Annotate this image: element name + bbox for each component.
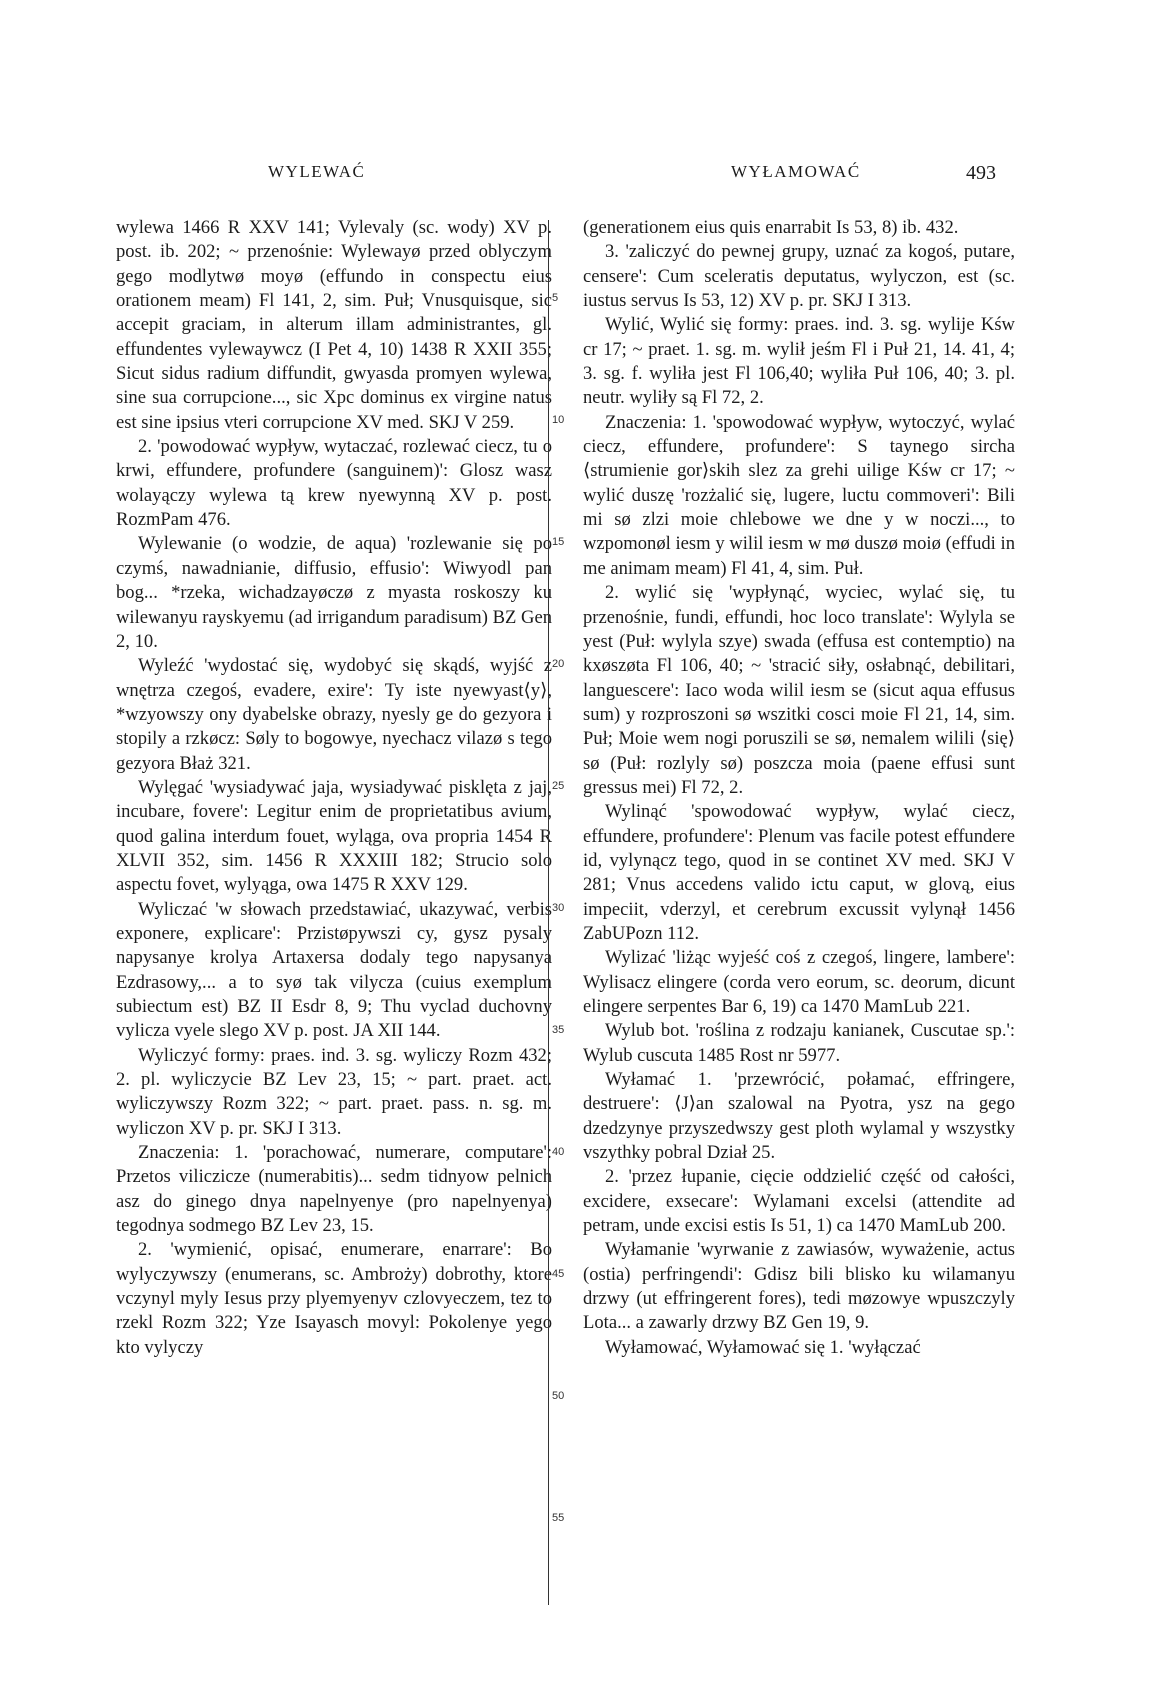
right-column xyxy=(583,216,1015,1360)
entry-paragraph: (generationem eius quis enarrabit Is 53, 8) ib. 432. xyxy=(583,217,959,238)
entry-paragraph: 2. wylić się 'wypłynąć, wyciec, wylać się, tu przenośnie, fundi, effundi, hoc loco translate': Wylyla se yest (Puł: wylyla szye) swada (effusa est contemptio) na kxøszøta Fl 106, 40; ~ 'stracić siły, osłabnąć, debilitari, languescere': Iaco woda wilil iesm se (sicut aqua effusus sum) y rozproszoni sø wszitki cosci moie Fl 21, 14, sim. Puł; Moie wem nogi poruszili se sø, nemalem wilili ⟨się⟩ sø (Puł: rozlyly sø) poszcza moia (paene effusi sunt gressus mei) Fl 72, 2. xyxy=(583,582,1015,798)
line-number: 15 xyxy=(552,536,565,548)
line-number: 5 xyxy=(552,292,559,304)
entry-paragraph: Wylub bot. 'roślina z rodzaju kanianek, Cuscutae sp.': Wylub cuscuta 1485 Rost nr 5977. xyxy=(583,1020,1015,1066)
line-number: 30 xyxy=(552,902,565,914)
line-number: 25 xyxy=(552,780,565,792)
entry-paragraph: Wylinąć 'spowodować wypływ, wylać ciecz, effundere, profundere': Plenum vas facile potest effundere id, vylynącz tego, quod in se continet XV med. SKJ V 281; Vnus accedens valido ictu caput, w glovą, eius impeciit, vderzyl, et cerebrum excussit vylynął 1456 ZabUPozn 112. xyxy=(583,801,1015,944)
entry-paragraph: Znaczenia: 1. 'porachować, numerare, computare': Przetos viliczicze (numerabitis)... sedm tidnyow pelnich asz do ginego dnya napelnyenye (pro napelnyenya) tegodnya sodmego BZ Lev 23, 15. xyxy=(116,1142,552,1237)
line-number: 50 xyxy=(552,1390,565,1402)
entry-paragraph: Wyłamanie 'wyrwanie z zawiasów, wyważenie, actus (ostia) perfringendi': Gdisz bili blisko ku wilamanyu drzwy (ut effringerent fores), tedi møzowye wpuszczyly Lota... a zawarly drzwy BZ Gen 19, 9. xyxy=(583,1239,1015,1334)
entry-paragraph: wylewa 1466 R XXV 141; Vylevaly (sc. wody) XV p. post. ib. 202; ~ przenośnie: Wylewayø przed oblyczym gego modlytwø moyø (effundo in conspectu eius orationem meam) Fl 141, 2, sim. Puł; Vnusquisque, sic accepit graciam, in alterum illam administrantes, gl. effundentes vylewaywcz (I Pet 4, 10) 1438 R XXII 355; Sicut sidus radium diffundit, gwyasda promyen wylewa, sine sua corrupcione..., sic Xpc dominus ex virgine natus est sine ipsius vteri corrupcione XV med. SKJ V 259. xyxy=(116,217,552,433)
entry-paragraph: Wylizać 'liżąc wyjeść coś z czegoś, lingere, lambere': Wylisacz elingere (corda vero eorum, sc. deorum, dicunt elingere serpentes Bar 6, 19) ca 1470 MamLub 221. xyxy=(583,947,1015,1017)
entry-paragraph: Wylić, Wylić się formy: praes. ind. 3. sg. wylije Kśw cr 17; ~ praet. 1. sg. m. wylił jeśm Fl i Puł 21, 14. 41, 4; 3. sg. f. wyliła jest Fl 106,40; wyliła Puł 106, 40; 3. pl. neutr. wyliły są Fl 72, 2. xyxy=(583,314,1015,409)
entry-paragraph: 3. 'zaliczyć do pewnej grupy, uznać za kogoś, putare, censere': Cum sceleratis deputatus, wylyczon, est (sc. iustus servus Is 53, 12) XV p. pr. SKJ I 313. xyxy=(583,241,1015,312)
line-number: 45 xyxy=(552,1268,565,1280)
left-column xyxy=(116,216,552,1360)
entry-paragraph: Wyłamować, Wyłamować się 1. 'wyłączać xyxy=(605,1336,921,1358)
entry-paragraph: Wyleźć 'wydostać się, wydobyć się skądś, wyjść z wnętrza czegoś, evadere, exire': Ty iste nyewyast⟨y⟩, *wzyowszy ony dyabelske obrazy, nyesly ge do gezyora i stopily a rzkøcz: Søly to bogowye, nyechacz vilazø s tego gezyora Błaż 321. xyxy=(116,655,552,774)
page-number: 493 xyxy=(966,162,996,184)
line-number: 10 xyxy=(552,414,565,426)
entry-paragraph: 2. 'powodować wypływ, wytaczać, rozlewać ciecz, tu o krwi, effundere, profundere (sanguinem)': Glosz wasz wolayączy wylewa tą krew nyewynną XV p. post. RozmPam 476. xyxy=(116,436,552,531)
line-number: 35 xyxy=(552,1024,565,1036)
line-number: 40 xyxy=(552,1146,565,1158)
entry-paragraph: Wyłamać 1. 'przewrócić, połamać, effringere, destruere': ⟨J⟩an szalowal na Pyotra, ysz na gego dzedzynye przyszedwszy gest ploth wylamal y wszystky vszythky pobral Dział 25. xyxy=(583,1069,1015,1164)
entry-paragraph: Wylęgać 'wysiadywać jaja, wysiadywać pisklęta z jaj, incubare, fovere': Legitur enim de proprietatibus avium, quod galina interdum fouet, wyląga, ova propria 1454 R XLVII 352, sim. 1456 R XXXIII 182; Strucio solo aspectu fovet, wylyąga, owa 1475 R XXV 129. xyxy=(116,776,552,896)
running-head-left: WYLEWAĆ xyxy=(268,162,366,181)
entry-paragraph: Wylewanie (o wodzie, de aqua) 'rozlewanie się po czymś, nawadnianie, diffusio, effusio': Wiwyodl pan bog... *rzeka, wichadzayøczø z myasta roskoszy ku wilewanyu rayskyemu (ad irrigandum paradisum) BZ Gen 2, 10. xyxy=(116,533,552,652)
line-number: 55 xyxy=(552,1512,565,1524)
entry-paragraph: 2. 'przez łupanie, cięcie oddzielić część od całości, excidere, exsecare': Wylamani excelsi (attendite ad petram, unde excisi estis Is 51, 1) ca 1470 MamLub 200. xyxy=(583,1166,1015,1237)
line-number: 20 xyxy=(552,658,565,670)
entry-paragraph: 2. 'wymienić, opisać, enumerare, enarrare': Bo wylyczywszy (enumerans, sc. Ambroży) dobrothy, ktore vczynyl myly Iesus przy plyemyenyv czlovyeczem, tez to rzekl Rozm 322; Yze Isayasch movyl: Pokolenye yego kto vylyczy xyxy=(116,1239,552,1358)
entry-paragraph: Wyliczyć formy: praes. ind. 3. sg. wyliczy Rozm 432; 2. pl. wyliczycie BZ Lev 23, 15; ~ part. praet. act. wyliczywszy Rozm 322; ~ part. praet. pass. n. sg. m. wyliczon XV p. pr. SKJ I 313. xyxy=(116,1044,552,1139)
entry-paragraph: Znaczenia: 1. 'spowodować wypływ, wytoczyć, wylać ciecz, effundere, profundere': S taynego sircha ⟨strumienie gor⟩skih slez za grehi uilige Kśw cr 17; ~ wylić duszę 'rozżalić się, lugere, luctu commoveri': Bili mi sø zlzi moie chlebowe we dne y w noczi..., to wzpomonøl iesm y wilil iesm w mø duszø moiø (effudi in me animam meam) Fl 41, 4, sim. Puł. xyxy=(583,411,1015,579)
entry-paragraph: Wyliczać 'w słowach przedstawiać, ukazywać, verbis exponere, explicare': Przistøpywszi cy, gysz pysaly napysanye krolya Artaxersa dodaly tego napysanya Ezdrasowy,... a to syø tak vilycza (cuius exemplum subiectum est) BZ II Esdr 8, 9; Thu vyclad duchovny vylicza vyele slego XV p. post. JA XII 144. xyxy=(116,898,552,1042)
running-head-right: WYŁAMOWAĆ xyxy=(731,162,861,181)
